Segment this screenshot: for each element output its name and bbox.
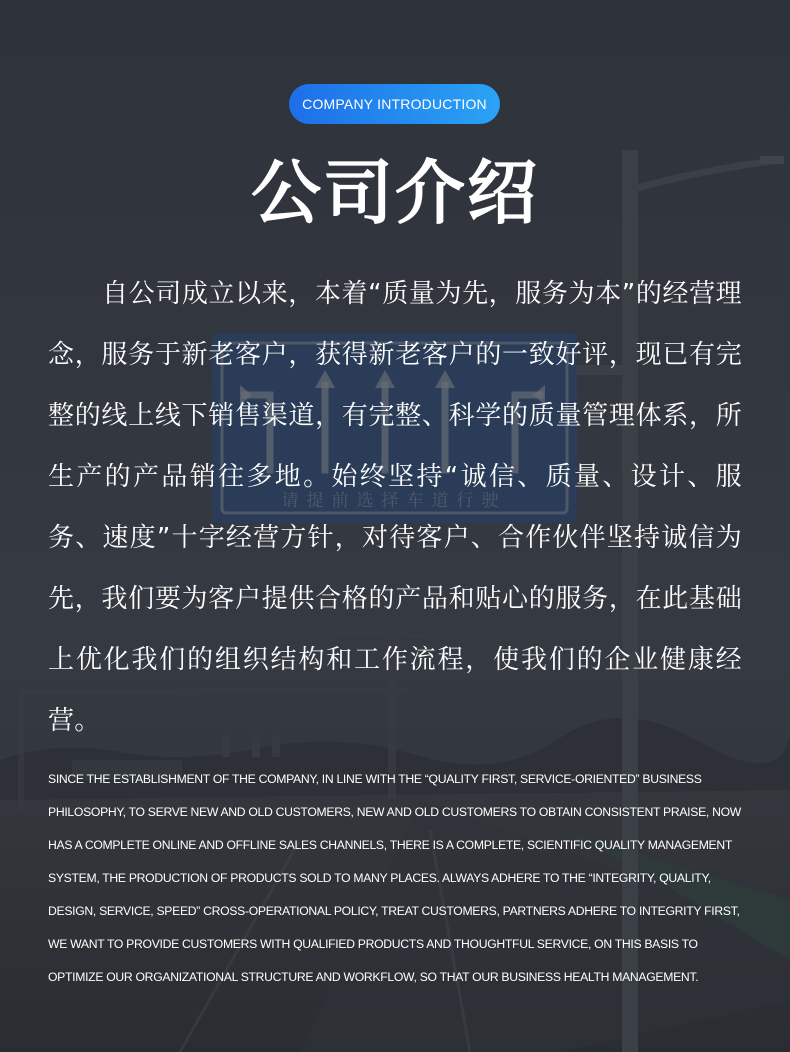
section-badge-label: COMPANY INTRODUCTION xyxy=(302,96,487,112)
page-title: 公司介绍 xyxy=(251,152,539,234)
section-badge xyxy=(289,84,500,124)
intro-english-paragraph: SINCE THE ESTABLISHMENT OF THE COMPANY, IN LINE WITH THE “QUALITY FIRST, SERVICE-ORIENTED” BUSINESS PHILOSOPHY, TO SERVE NEW AND OLD CUSTOMERS, NEW AND OLD CUSTOMERS TO OBTAIN CONSISTENT PRAISE, NOW HAS A COMPLETE ONLINE AND OFFLINE SALES CHANNELS, THERE IS A COMPLETE, SCIENTIFIC QUALITY MANAGEMENT SYSTEM, THE PRODUCTION OF PRODUCTS SOLD TO MANY PLACES. ALWAYS ADHERE TO THE “INTEGRITY, QUALITY, DESIGN, SERVICE, SPEED” CROSS-OPERATIONAL POLICY, TREAT CUSTOMERS, PARTNERS ADHERE TO INTEGRITY FIRST, WE WANT TO PROVIDE CUSTOMERS WITH QUALIFIED PRODUCTS AND THOUGHTFUL SERVICE, ON THIS BASIS TO OPTIMIZE OUR ORGANIZATIONAL STRUCTURE AND WORKFLOW, SO THAT OUR BUSINESS HEALTH MANAGEMENT. xyxy=(48,772,741,984)
intro-chinese-paragraph: 自公司成立以来，本着“质量为先，服务为本”的经营理念，服务于新老客户，获得新老客户的一致好评，现已有完整的线上线下销售渠道，有完整、科学的质量管理体系，所生产的产品销往多地。始终坚持“诚信、质量、设计、服务、速度”十字经营方针，对待客户、合作伙伴坚持诚信为先，我们要为客户提供合格的产品和贴心的服务，在此基础上优化我们的组织结构和工作流程，使我们的企业健康经营。 xyxy=(48,279,742,736)
